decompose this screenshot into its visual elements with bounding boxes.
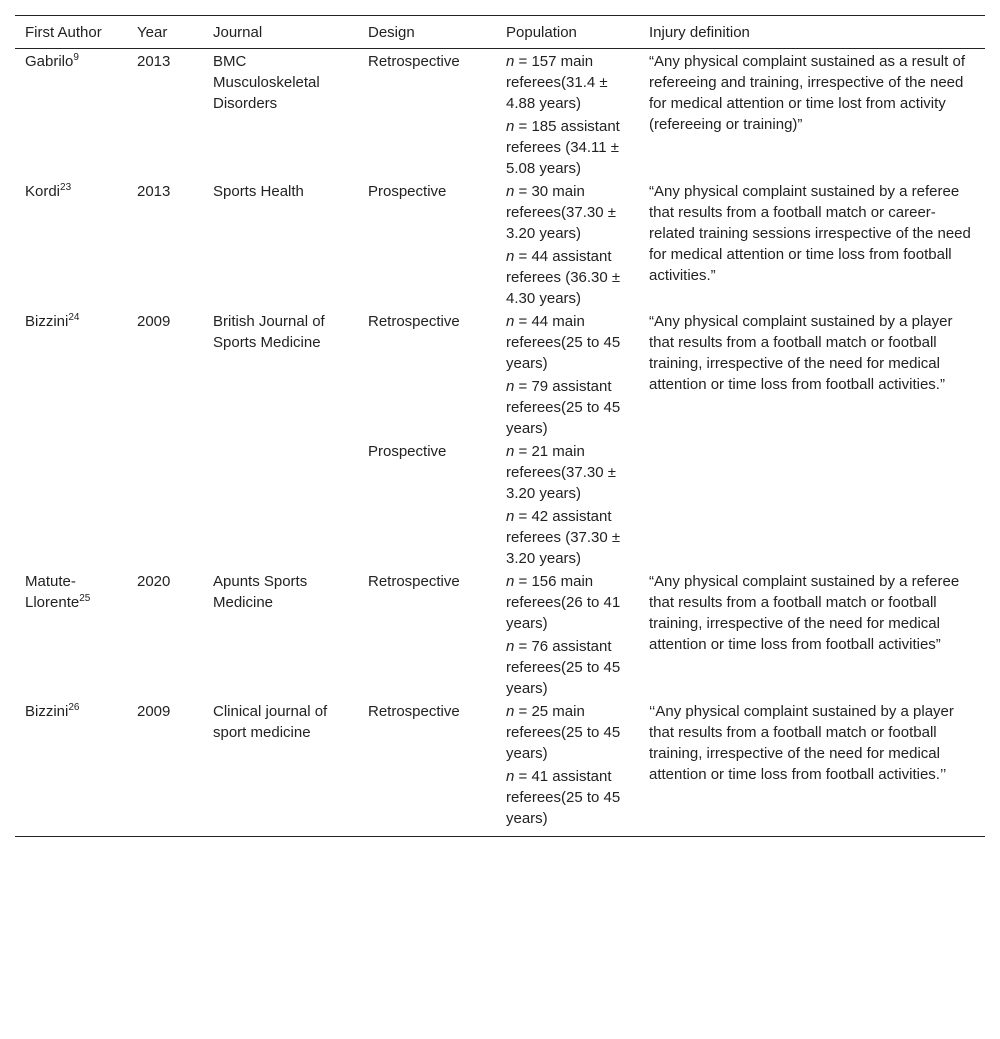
reference-number: 24 [68,312,80,323]
cell-design: Prospective [368,443,447,460]
header-design: Design [368,24,415,41]
table-row [15,179,985,309]
cell-population [496,179,639,309]
author-name: Kordi [25,183,61,200]
population-n-symbol: n [506,443,515,460]
population-n-symbol: n [506,313,515,330]
cell-injury-definition: “Any physical complaint sustained by a referee that results from a football match or football training, irrespective of the need for medical attention or time loss from football activities” [649,573,960,653]
population-n-symbol: n [506,703,515,720]
population-n-symbol: n [506,638,515,655]
cell-journal: Apunts Sports Medicine [213,573,308,611]
cell-first-author [15,49,127,180]
population-text: = 44 main referees(25 to 45 years) [506,313,621,372]
cell-year: 2009 [137,313,171,330]
reference-number: 23 [60,182,72,193]
cell-year [127,439,203,569]
population-n-symbol: n [506,573,515,590]
cell-first-author [15,179,127,309]
population-n-symbol: n [506,378,515,395]
table-row [15,699,985,837]
population-entry [506,766,629,829]
cell-design: Retrospective [368,53,460,70]
cell-first-author [15,569,127,699]
cell-journal: Sports Health [213,183,304,200]
cell-first-author [15,309,127,439]
population-entry [506,441,629,504]
table-row [15,309,985,439]
table-body [15,49,985,837]
population-text: = 79 assistant referees(25 to 45 years) [506,378,621,437]
population-entry [506,701,629,764]
header-first-author: First Author [25,24,102,41]
population-entry [506,116,629,179]
table-row [15,439,985,569]
reference-number: 26 [68,702,80,713]
population-text: = 185 assistant referees (34.11 ± 5.08 years) [506,118,620,177]
header-injury-definition: Injury definition [649,24,750,41]
population-entry [506,376,629,439]
studies-table [15,15,985,837]
population-entry [506,506,629,569]
table-row [15,49,985,180]
cell-journal [203,439,358,569]
cell-year: 2013 [137,53,171,70]
cell-year: 2013 [137,183,171,200]
population-entry [506,636,629,699]
table-header [15,16,985,49]
cell-first-author [15,439,127,569]
cell-year: 2009 [137,703,171,720]
cell-injury-definition: “Any physical complaint sustained as a result of refereeing and training, irrespective of the need for medical attention or time lost from activity (refereeing or training)” [649,53,965,133]
population-text: = 41 assistant referees(25 to 45 years) [506,768,621,827]
table-row [15,569,985,699]
cell-injury-definition: “Any physical complaint sustained by a referee that results from a football match or career-related training sessions irrespective of the need for medical attention or time loss from football activities.” [649,183,971,284]
cell-design: Prospective [368,183,447,200]
cell-population [496,49,639,180]
author-name: Matute-Llorente [25,573,80,611]
header-year: Year [137,24,168,41]
population-text: = 44 assistant referees (36.30 ± 4.30 years) [506,248,621,307]
population-entry [506,51,629,114]
population-text: = 156 main referees(26 to 41 years) [506,573,621,632]
cell-injury-definition [639,439,985,569]
cell-journal: British Journal of Sports Medicine [213,313,325,351]
cell-population [496,309,639,439]
population-text: = 42 assistant referees (37.30 ± 3.20 years) [506,508,621,567]
header-population: Population [506,24,577,41]
header-journal: Journal [213,24,263,41]
reference-number: 25 [79,593,91,604]
population-n-symbol: n [506,183,515,200]
cell-design: Retrospective [368,313,460,330]
population-n-symbol: n [506,508,515,525]
cell-year: 2020 [137,573,171,590]
population-text: = 76 assistant referees(25 to 45 years) [506,638,621,697]
cell-design: Retrospective [368,703,460,720]
population-text: = 157 main referees(31.4 ± 4.88 years) [506,53,608,112]
cell-design: Retrospective [368,573,460,590]
studies-table-container [15,15,985,837]
cell-first-author [15,699,127,837]
cell-journal: BMC Musculoskeletal Disorders [213,53,320,112]
population-entry [506,181,629,244]
header-row [15,16,985,49]
population-n-symbol: n [506,768,515,785]
population-text: = 25 main referees(25 to 45 years) [506,703,621,762]
population-n-symbol: n [506,248,515,265]
population-text: = 21 main referees(37.30 ± 3.20 years) [506,443,616,502]
population-n-symbol: n [506,118,515,135]
population-text: = 30 main referees(37.30 ± 3.20 years) [506,183,616,242]
cell-journal: Clinical journal of sport medicine [213,703,328,741]
reference-number: 9 [73,52,79,63]
author-name: Bizzini [25,313,69,330]
population-entry [506,311,629,374]
cell-population [496,699,639,837]
cell-injury-definition: “Any physical complaint sustained by a player that results from a football match or football training, irrespective of the need for medical attention or time loss from football activities.” [649,313,953,393]
cell-population [496,439,639,569]
population-entry [506,246,629,309]
author-name: Gabrilo [25,53,74,70]
population-n-symbol: n [506,53,515,70]
cell-injury-definition: ‘‘Any physical complaint sustained by a player that results from a football match or football training, irrespective of the need for medical attention or time loss from football activities.’’ [649,703,954,783]
cell-population [496,569,639,699]
population-entry [506,571,629,634]
author-name: Bizzini [25,703,69,720]
